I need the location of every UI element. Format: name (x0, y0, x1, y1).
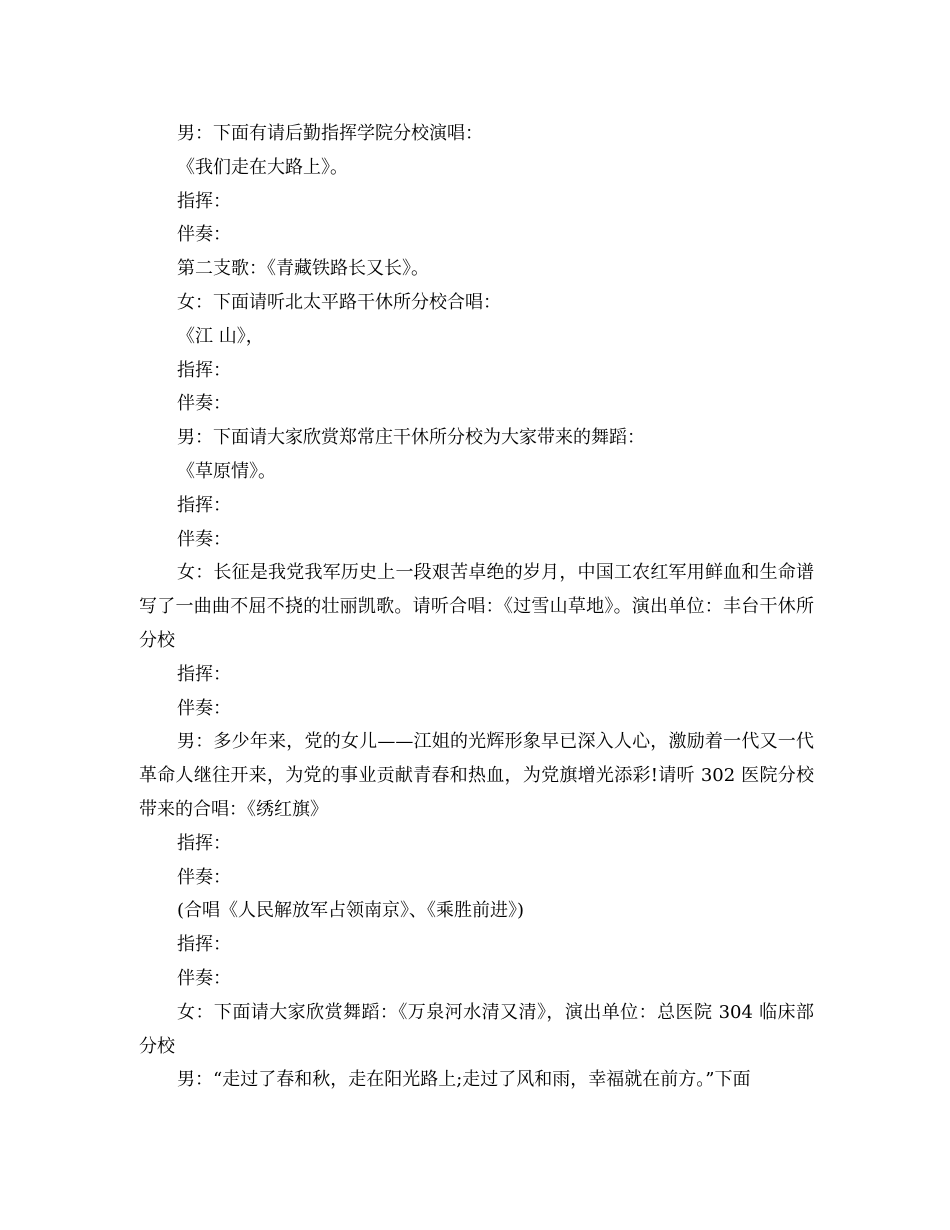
paragraph-conductor: 指挥： (177, 832, 231, 854)
paragraph-accompanist: 伴奏： (177, 528, 231, 550)
paragraph-conductor: 指挥： (177, 663, 231, 685)
paragraph-female-host-dance: 女：下面请大家欣赏舞蹈：《万泉河水清又清》，演出单位：总医院 304 临床部分校 (139, 1001, 814, 1057)
paragraph-accompanist: 伴奏： (177, 224, 231, 246)
paragraph-male-host-intro: 男：下面请大家欣赏郑常庄干休所分校为大家带来的舞蹈： (177, 427, 645, 449)
paragraph-chorus-note: (合唱《人民解放军占领南京》、《乘胜前进》) (177, 900, 525, 922)
document-body (139, 117, 814, 1097)
paragraph-male-host-intro: 男：下面有请后勤指挥学院分校演唱： (177, 123, 483, 144)
paragraph-accompanist: 伴奏： (177, 393, 231, 415)
paragraph-conductor: 指挥： (177, 494, 231, 516)
paragraph-accompanist: 伴奏： (177, 866, 231, 888)
paragraph-conductor: 指挥： (177, 359, 231, 381)
paragraph-female-host-intro: 女：下面请听北太平路干休所分校合唱： (177, 291, 501, 313)
paragraph-female-host-long-march: 女：长征是我党我军历史上一段艰苦卓绝的岁月，中国工农红军用鲜血和生命谱写了一曲曲不屈不挠的壮丽凯歌。请听合唱：《过雪山草地》。演出单位：丰台干休所分校 (139, 562, 814, 651)
paragraph-song-title: 《我们走在大路上》。 (177, 156, 348, 178)
paragraph-male-host-jiangjie: 男：多少年来，党的女儿——江姐的光辉形象早已深入人心，激励着一代又一代革命人继往开来，为党的事业贡献青春和热血，为党旗增光添彩!请听 302 医院分校带来的合唱：《绣红旗》 (139, 731, 814, 820)
paragraph-accompanist: 伴奏： (177, 967, 231, 989)
paragraph-male-host-closing: 男：“走过了春和秋，走在阳光路上;走过了风和雨，幸福就在前方。”下面 (177, 1069, 751, 1091)
paragraph-conductor: 指挥： (177, 934, 231, 956)
paragraph-second-song: 第二支歌：《青藏铁路长又长》。 (177, 258, 429, 280)
paragraph-dance-title: 《草原情》。 (177, 460, 276, 482)
paragraph-song-title: 《江 山》， (177, 325, 264, 347)
paragraph-conductor: 指挥： (177, 190, 231, 212)
paragraph-accompanist: 伴奏： (177, 697, 231, 719)
